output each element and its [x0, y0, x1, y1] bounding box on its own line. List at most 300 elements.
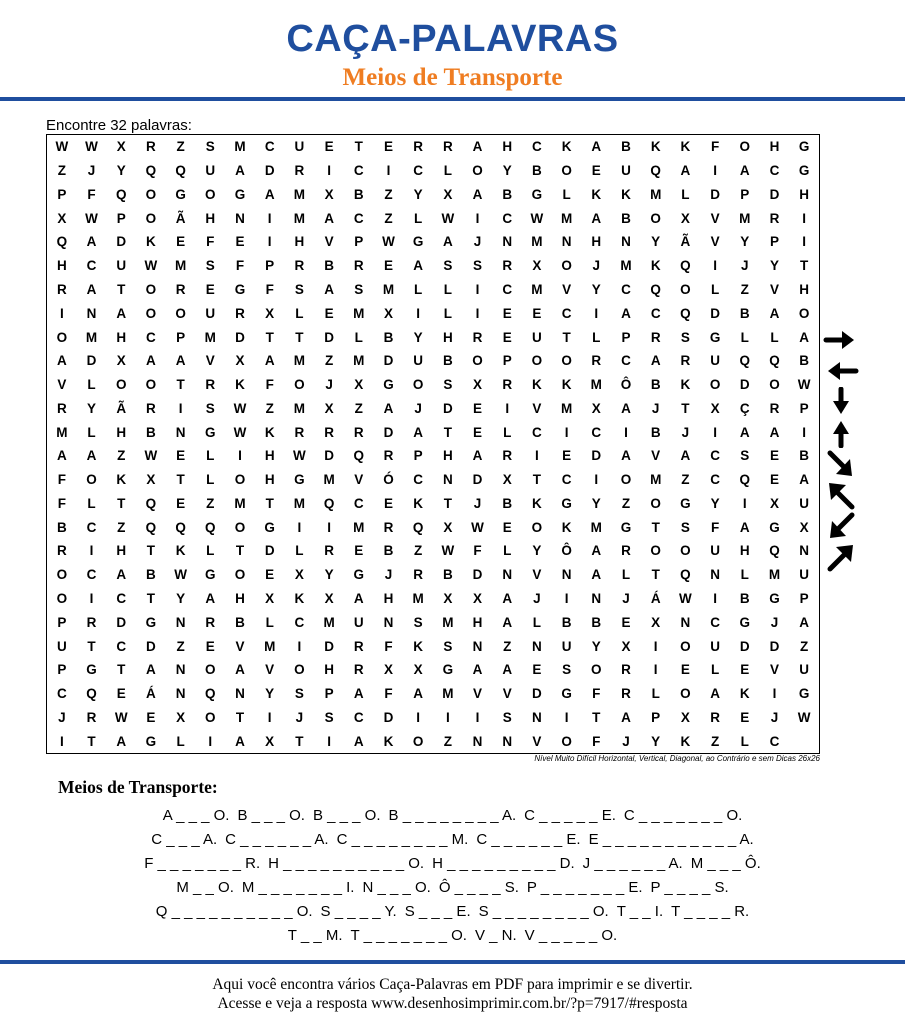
grid-cell: X [116, 353, 126, 369]
grid-cell: V [502, 686, 512, 702]
grid-cell: O [709, 377, 721, 393]
grid-cell: V [324, 234, 334, 250]
grid-cell: W [144, 448, 158, 464]
word-hint: M _ _ O. [176, 879, 234, 896]
grid-cell: C [621, 353, 631, 369]
arrow-down-left-icon [822, 511, 860, 541]
level-note: Nível Muito Difícil Horizontal, Vertical, Diagonal, ao Contrário e sem Dicas 26x26 [534, 754, 820, 763]
grid-cell: S [205, 258, 215, 274]
grid-cell: L [710, 281, 720, 297]
grid-cell: D [710, 305, 720, 321]
grid-cell: F [592, 733, 601, 749]
grid-cell: K [739, 686, 750, 702]
grid-cell: T [443, 495, 452, 511]
grid-cell: R [294, 163, 305, 179]
grid-cell: H [116, 329, 127, 345]
grid-cell: X [294, 567, 304, 583]
word-hint: J _ _ _ _ _ _ A. [582, 855, 683, 872]
grid-cell: X [710, 400, 720, 416]
grid-cell: S [324, 709, 334, 725]
grid-cell: I [802, 210, 807, 226]
page-subtitle: Meios de Transporte [342, 64, 563, 91]
word-hint-row [0, 876, 905, 900]
grid-cell: M [204, 329, 216, 345]
grid-cell: A [650, 353, 661, 369]
grid-cell: K [383, 733, 394, 749]
grid-cell: E [473, 400, 483, 416]
grid-cell: X [443, 590, 453, 606]
grid-cell: M [56, 424, 68, 440]
grid-cell: W [679, 590, 692, 606]
grid-cell: C [769, 733, 780, 749]
grid-cell: Y [651, 733, 661, 749]
grid-cell: Z [176, 638, 185, 654]
grid-cell: A [591, 210, 602, 226]
grid-cell: K [561, 139, 572, 155]
word-hint: S _ _ _ _ Y. [320, 903, 397, 920]
grid-cell: V [710, 234, 720, 250]
grid-cell: A [205, 590, 216, 606]
grid-cell: E [176, 495, 186, 511]
grid-cell: I [713, 590, 717, 606]
grid-cell: B [353, 186, 364, 202]
grid-cell: A [56, 353, 67, 369]
grid-cell: O [145, 377, 157, 393]
grid-cell: Z [117, 519, 126, 535]
grid-cell: H [116, 543, 127, 559]
grid-cell: R [621, 686, 631, 702]
grid-cell: Y [413, 329, 423, 345]
grid-cell: B [442, 567, 453, 583]
grid-cell: O [175, 305, 186, 321]
grid-cell: I [327, 163, 331, 179]
grid-cell: C [86, 519, 97, 535]
grid-cell: O [739, 139, 751, 155]
grid-cell: V [532, 733, 542, 749]
top-divider [0, 97, 905, 101]
grid-cell: R [324, 543, 334, 559]
grid-cell: O [115, 377, 127, 393]
grid-cell: D [472, 567, 483, 583]
word-hint: T _ _ M. [287, 927, 343, 944]
grid-cell: U [799, 567, 810, 583]
grid-cell: J [87, 163, 96, 179]
grid-cell: G [798, 686, 810, 702]
grid-cell: A [710, 686, 720, 702]
grid-cell: U [205, 305, 216, 321]
grid-cell: H [116, 424, 127, 440]
grid-cell: A [353, 733, 364, 749]
grid-cell: Y [502, 163, 512, 179]
grid-cell: P [413, 448, 423, 464]
grid-cell: O [561, 258, 572, 274]
grid-cell: V [205, 353, 215, 369]
grid-cell: L [740, 733, 749, 749]
grid-cell: V [473, 686, 483, 702]
grid-cell: Z [503, 638, 512, 654]
grid-cell: R [502, 258, 513, 274]
grid-cell: F [265, 281, 274, 297]
grid-cell: L [651, 686, 660, 702]
grid-cell: W [382, 234, 395, 250]
grid-cell: I [445, 709, 450, 725]
grid-cell: O [591, 662, 602, 678]
grid-cell: E [205, 638, 215, 654]
grid-cell: L [740, 329, 749, 345]
grid-cell: Z [740, 281, 749, 297]
grid-cell: E [532, 662, 542, 678]
grid-cell: S [502, 709, 512, 725]
grid-cell: M [234, 139, 246, 155]
grid-cell: Y [176, 590, 186, 606]
grid-cell: L [681, 186, 690, 202]
grid-cell: U [56, 638, 67, 654]
grid-cell: O [234, 567, 246, 583]
grid-cell: G [798, 139, 810, 155]
bottom-divider [0, 960, 905, 964]
grid-cell: Y [591, 281, 601, 297]
grid-cell: R [324, 424, 334, 440]
grid-cell: T [235, 543, 245, 559]
grid-cell: X [265, 305, 275, 321]
grid-cell: K [680, 733, 691, 749]
grid-cell: S [205, 139, 215, 155]
grid-cell: T [176, 472, 185, 488]
grid-cell: C [146, 329, 156, 345]
grid-cell: J [384, 567, 393, 583]
word-search-grid [46, 134, 820, 754]
grid-cell: Ã [680, 234, 691, 250]
grid-cell: U [710, 638, 720, 654]
grid-cell: F [87, 186, 96, 202]
grid-cell: T [562, 329, 571, 345]
grid-cell: L [503, 543, 512, 559]
grid-cell: J [473, 234, 482, 250]
grid-cell: E [532, 305, 542, 321]
grid-cell: P [799, 590, 809, 606]
grid-cell: E [621, 614, 631, 630]
word-hint-row [0, 852, 905, 876]
grid-cell: A [353, 590, 364, 606]
word-hint: T _ _ I. [616, 903, 664, 920]
grid-cell: R [383, 448, 394, 464]
grid-cell: P [265, 258, 275, 274]
grid-cell: A [146, 353, 156, 369]
grid-cell: R [235, 305, 245, 321]
grid-cell: O [680, 686, 691, 702]
grid-cell: C [591, 424, 602, 440]
grid-cell: A [175, 353, 186, 369]
grid-cell: C [56, 686, 67, 702]
grid-cell: F [57, 472, 66, 488]
grid-cell: X [116, 139, 126, 155]
grid-cell: A [799, 329, 810, 345]
grid-cell: G [739, 614, 751, 630]
grid-cell: D [324, 329, 334, 345]
grid-cell: A [264, 186, 275, 202]
grid-cell: R [769, 400, 780, 416]
grid-cell: D [116, 234, 127, 250]
grid-cell: J [325, 377, 333, 393]
grid-cell: A [621, 709, 631, 725]
grid-cell: A [472, 448, 483, 464]
grid-cell: G [769, 519, 780, 535]
grid-cell: W [233, 424, 247, 440]
grid-cell: A [769, 305, 780, 321]
grid-cell: B [324, 258, 334, 274]
grid-cell: R [146, 400, 156, 416]
grid-cell: R [86, 709, 97, 725]
grid-cell: T [117, 281, 126, 297]
word-hint: C _ _ _ A. [151, 831, 218, 848]
grid-cell: O [56, 329, 68, 345]
grid-cell: X [324, 400, 334, 416]
grid-cell: N [532, 709, 542, 725]
grid-cell: G [383, 377, 394, 393]
grid-cell: R [56, 281, 67, 297]
grid-cell: N [472, 638, 483, 654]
grid-cell: A [591, 543, 602, 559]
grid-cell: M [323, 614, 335, 630]
grid-cell: O [472, 163, 483, 179]
grid-cell: P [621, 329, 631, 345]
grid-cell: J [533, 590, 541, 606]
grid-cell: X [799, 519, 809, 535]
grid-cell: Y [116, 163, 126, 179]
grid-cell: B [621, 139, 631, 155]
grid-cell: R [353, 638, 364, 654]
grid-cell: Q [412, 519, 424, 535]
grid-cell: Á [146, 686, 156, 702]
grid-cell: J [295, 709, 304, 725]
grid-cell: Z [117, 448, 126, 464]
grid-cell: L [710, 662, 720, 678]
grid-cell: L [265, 614, 274, 630]
word-hint: H _ _ _ _ _ _ _ _ _ _ O. [268, 855, 425, 872]
grid-cell: X [413, 662, 423, 678]
grid-cell: A [383, 400, 394, 416]
grid-cell: I [208, 733, 213, 749]
grid-cell: L [414, 281, 423, 297]
grid-cell: H [442, 329, 453, 345]
grid-cell: I [327, 519, 331, 535]
grid-cell: E [473, 424, 483, 440]
grid-cell: B [56, 519, 67, 535]
grid-cell: E [324, 305, 334, 321]
grid-cell: O [472, 353, 483, 369]
grid-cell: M [293, 400, 305, 416]
footer-line-1: Aqui você encontra vários Caça-Palavras em PDF para imprimir e se divertir. [212, 976, 693, 993]
grid-cell: Z [414, 543, 423, 559]
grid-cell: A [324, 281, 334, 297]
grid-cell: I [89, 590, 94, 606]
grid-cell: P [57, 614, 67, 630]
grid-cell: T [87, 733, 96, 749]
grid-cell: V [651, 448, 661, 464]
grid-cell: G [294, 472, 305, 488]
grid-cell: O [145, 186, 157, 202]
grid-cell: D [383, 424, 394, 440]
grid-cell: K [146, 234, 156, 250]
grid-cell: B [383, 543, 394, 559]
grid-cell: T [117, 495, 126, 511]
grid-cell: Q [769, 543, 780, 559]
grid-cell: C [413, 163, 424, 179]
word-hint: A _ _ _ O. [162, 807, 230, 824]
grid-cell: A [86, 448, 97, 464]
grid-cell: T [295, 329, 304, 345]
grid-cell: F [710, 519, 720, 535]
grid-cell: S [443, 258, 453, 274]
grid-cell: H [235, 590, 245, 606]
grid-cell: O [769, 377, 780, 393]
grid-cell: W [144, 258, 158, 274]
grid-cell: L [443, 305, 452, 321]
grid-cell: A [502, 590, 513, 606]
grid-cell: L [740, 567, 749, 583]
grid-cell: E [591, 163, 601, 179]
grid-cell: Ã [175, 210, 186, 226]
grid-cell: O [145, 305, 157, 321]
grid-cell: H [442, 448, 453, 464]
grid-cell: G [86, 662, 97, 678]
grid-cell: W [233, 400, 247, 416]
grid-cell: Y [532, 543, 542, 559]
word-hint: T _ _ _ _ R. [671, 903, 750, 920]
grid-cell: P [57, 662, 67, 678]
grid-cell: A [739, 519, 750, 535]
grid-cell: Y [87, 400, 97, 416]
grid-cell: N [502, 567, 513, 583]
grid-cell: O [294, 377, 305, 393]
grid-cell: D [235, 329, 245, 345]
grid-cell: T [87, 638, 96, 654]
grid-cell: G [205, 424, 216, 440]
grid-cell: Á [650, 590, 661, 606]
word-hint: B _ _ _ O. [237, 807, 305, 824]
grid-cell: J [414, 400, 422, 416]
grid-cell: I [59, 733, 64, 749]
grid-cell: N [591, 590, 602, 606]
grid-cell: X [502, 472, 512, 488]
grid-cell: B [650, 377, 661, 393]
grid-cell: A [621, 400, 631, 416]
grid-cell: G [620, 519, 632, 535]
grid-cell: Z [800, 638, 809, 654]
grid-cell: A [86, 234, 97, 250]
grid-cell: I [327, 733, 331, 749]
grid-cell: V [532, 400, 542, 416]
grid-cell: R [294, 258, 305, 274]
grid-cell: O [234, 519, 246, 535]
grid-cell: H [591, 234, 602, 250]
grid-cell: H [56, 258, 67, 274]
grid-cell: D [769, 186, 780, 202]
grid-cell: U [561, 638, 572, 654]
grid-cell: B [739, 305, 750, 321]
grid-cell: R [353, 258, 364, 274]
grid-cell: P [324, 686, 334, 702]
grid-cell: X [146, 472, 156, 488]
grid-cell: N [175, 662, 186, 678]
grid-cell: K [264, 424, 275, 440]
grid-cell: M [650, 186, 662, 202]
grid-cell: Z [384, 186, 393, 202]
grid-cell: L [295, 305, 304, 321]
word-hint-row [0, 900, 905, 924]
grid-cell: I [802, 234, 807, 250]
grid-cell: O [145, 210, 157, 226]
grid-cell: S [443, 638, 453, 654]
grid-cell: L [295, 543, 304, 559]
grid-cell: A [353, 686, 364, 702]
grid-cell: S [680, 329, 690, 345]
grid-cell: N [799, 543, 810, 559]
grid-cell: G [709, 329, 721, 345]
grid-cell: J [770, 709, 779, 725]
grid-cell: L [770, 329, 779, 345]
grid-cell: I [594, 305, 599, 321]
grid-cell: K [680, 377, 691, 393]
grid-cell: X [57, 210, 67, 226]
arrow-up-icon [822, 418, 860, 448]
grid-cell: Ó [383, 472, 394, 488]
grid-cell: E [562, 448, 572, 464]
arrow-left-icon [822, 356, 860, 386]
grid-cell: P [57, 186, 67, 202]
grid-cell: A [235, 733, 245, 749]
grid-cell: R [56, 543, 67, 559]
grid-cell: R [146, 139, 156, 155]
grid-cell: B [146, 424, 156, 440]
grid-cell: I [267, 234, 272, 250]
grid-cell: O [412, 733, 424, 749]
grid-cell: A [799, 472, 810, 488]
grid-cell: M [531, 234, 543, 250]
grid-cell: H [324, 662, 334, 678]
grid-cell: I [297, 519, 302, 535]
grid-cell: A [116, 567, 127, 583]
grid-cell: F [265, 377, 274, 393]
grid-cell: T [532, 472, 542, 488]
grid-cell: K [116, 472, 127, 488]
grid-cell: P [502, 353, 512, 369]
grid-cell: O [561, 353, 572, 369]
grid-cell: C [502, 210, 513, 226]
grid-cell: L [414, 210, 423, 226]
grid-cell: V [562, 281, 572, 297]
grid-cell: D [264, 163, 275, 179]
grid-cell: W [55, 139, 69, 155]
grid-cell: T [117, 662, 126, 678]
grid-cell: R [472, 329, 483, 345]
word-hint: E _ _ _ _ _ _ _ _ _ _ _ A. [588, 831, 754, 848]
word-hint: C _ _ _ _ _ _ E. [476, 831, 581, 848]
grid-cell: I [475, 709, 480, 725]
grid-cell: P [799, 400, 809, 416]
grid-cell: A [235, 662, 245, 678]
grid-cell: O [205, 186, 216, 202]
grid-cell: M [382, 281, 395, 297]
grid-cell: X [324, 186, 334, 202]
grid-cell: Y [265, 686, 275, 702]
grid-cell: M [442, 686, 454, 702]
grid-cell: N [175, 424, 186, 440]
grid-cell: L [592, 329, 601, 345]
grid-cell: B [383, 329, 394, 345]
grid-cell: F [57, 495, 66, 511]
grid-cell: L [503, 424, 512, 440]
